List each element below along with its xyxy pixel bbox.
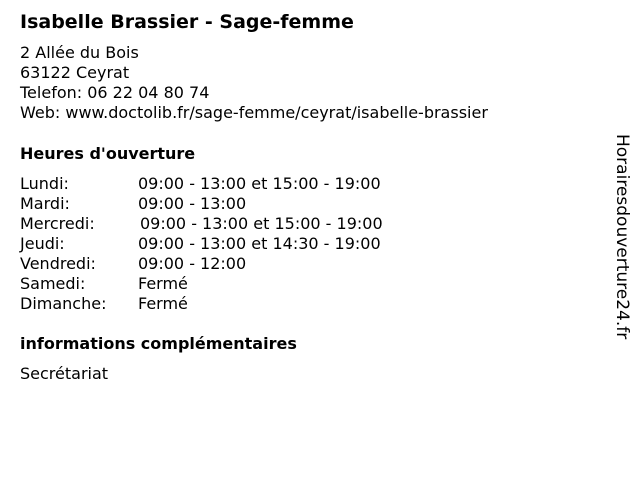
time-value: 09:00 - 12:00 [138,254,247,273]
hours-heading: Heures d'ouverture [20,144,196,163]
site-watermark: Horairesdouverture24.fr [612,134,632,340]
day-label: Mercredi: [20,214,95,233]
additional-info-heading: informations complémentaires [20,334,297,353]
day-label: Mardi: [20,194,70,213]
day-label: Samedi: [20,274,86,293]
phone-number: Telefon: 06 22 04 80 74 [20,83,210,102]
day-label: Jeudi: [20,234,65,253]
day-label: Dimanche: [20,294,107,313]
time-value: 09:00 - 13:00 et 14:30 - 19:00 [138,234,381,253]
time-value: 09:00 - 13:00 et 15:00 - 19:00 [138,174,381,193]
additional-info-text: Secrétariat [20,364,109,383]
time-value: 09:00 - 13:00 [138,194,247,213]
time-value: Fermé [138,274,188,293]
address-block [20,43,488,123]
time-value: 09:00 - 13:00 et 15:00 - 19:00 [140,214,383,233]
day-label: Lundi: [20,174,69,193]
city-postal-code: 63122 Ceyrat [20,63,130,82]
time-value: Fermé [138,294,188,313]
street-address: 2 Allée du Bois [20,43,139,62]
day-label: Vendredi: [20,254,96,273]
page-title: Isabelle Brassier - Sage-femme [20,11,354,33]
website: Web: www.doctolib.fr/sage-femme/ceyrat/isabelle-brassier [20,103,488,122]
